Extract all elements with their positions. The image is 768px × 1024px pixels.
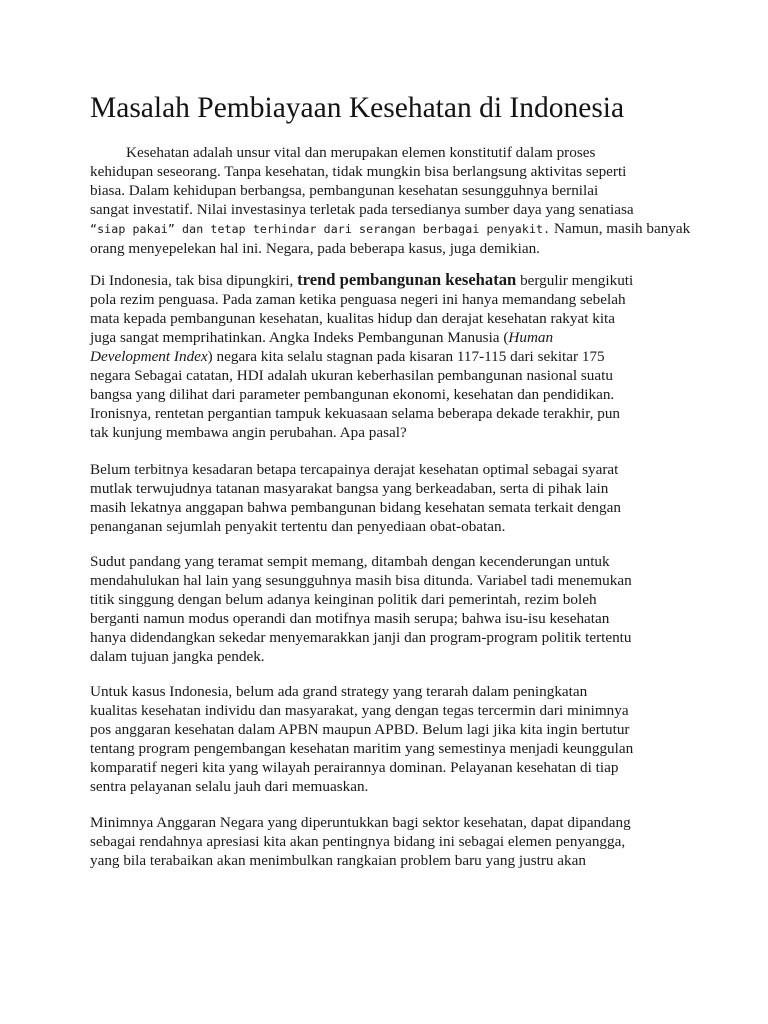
paragraph-line: penanganan sejumlah penyakit tertentu dan penyediaan obat-obatan. bbox=[90, 518, 506, 535]
paragraph-line: bangsa yang dilihat dari parameter pembangunan ekonomi, kesehatan dan pendidikan. bbox=[90, 386, 615, 403]
paragraph-line: Kesehatan adalah unsur vital dan merupakan elemen konstitutif dalam proses bbox=[126, 144, 596, 161]
paragraph-line bbox=[90, 347, 690, 366]
paragraph-line: sangat investatif. Nilai investasinya terletak pada tersedianya sumber daya yang senatiasa bbox=[90, 201, 634, 218]
paragraph-line: sebagai rendahnya apresiasi kita akan pentingnya bidang ini sebagai elemen penyangga, bbox=[90, 833, 626, 850]
paragraph-line: masih lekatnya anggapan bahwa pembangunan bidang kesehatan semata terkait dengan bbox=[90, 499, 621, 516]
paragraph-line: mutlak terwujudnya tatanan masyarakat bangsa yang berkeadaban, serta di pihak lain bbox=[90, 480, 609, 497]
paragraph-line: komparatif negeri kita yang wilayah perairannya dominan. Pelayanan kesehatan di tiap bbox=[90, 759, 619, 776]
paragraph-3 bbox=[90, 460, 690, 536]
paragraph-6 bbox=[90, 813, 690, 870]
paragraph-line: titik singgung dengan belum adanya keinginan politik dari pemerintah, rezim boleh bbox=[90, 591, 597, 608]
paragraph-line: yang bila terabaikan akan menimbulkan rangkaian problem baru yang justru akan bbox=[90, 852, 586, 869]
paragraph-line: Ironisnya, rentetan pergantian tampuk kekuasaan selama beberapa dekade terakhir, pun bbox=[90, 405, 621, 422]
quoted-text-segment: “siap pakai” dan tetap terhindar dari serangan berbagai penyakit. bbox=[90, 222, 551, 236]
paragraph-5 bbox=[90, 682, 690, 796]
paragraph-2 bbox=[90, 270, 690, 442]
text-segment: Di Indonesia, tak bisa dipungkiri, bbox=[90, 272, 298, 289]
paragraph-line: tentang program pengembangan kesehatan maritim yang semestinya menjadi keunggulan bbox=[90, 740, 634, 757]
paragraph-line: kualitas kesehatan individu dan masyarakat, yang dengan tegas tercermin dari minimnya bbox=[90, 702, 629, 719]
paragraph-1 bbox=[90, 143, 690, 258]
paragraph-line: tak kunjung membawa angin perubahan. Apa pasal? bbox=[90, 424, 407, 441]
paragraph-line bbox=[90, 270, 690, 290]
paragraph-line: biasa. Dalam kehidupan berbangsa, pembangunan kesehatan sesungguhnya bernilai bbox=[90, 182, 599, 199]
paragraph-line: negara Sebagai catatan, HDI adalah ukuran keberhasilan pembangunan nasional suatu bbox=[90, 367, 613, 384]
paragraph-line: mata kepada pembangunan kesehatan, kualitas hidup dan derajat kesehatan rakyat kita bbox=[90, 310, 616, 327]
paragraph-line: Belum terbitnya kesadaran betapa tercapainya derajat kesehatan optimal sebagai syarat bbox=[90, 461, 619, 478]
paragraph-line: sentra pelayanan selalu jauh dari memuaskan. bbox=[90, 778, 369, 795]
paragraph-line: kehidupan seseorang. Tanpa kesehatan, tidak mungkin bisa berlangsung aktivitas seperti bbox=[90, 163, 627, 180]
paragraph-line: dalam tujuan jangka pendek. bbox=[90, 648, 265, 665]
text-segment: juga sangat memprihatinkan. Angka Indeks Pembangunan Manusia ( bbox=[90, 329, 509, 346]
paragraph-line: mendahulukan hal lain yang sesungguhnya masih bisa ditunda. Variabel tadi menemukan bbox=[90, 572, 632, 589]
paragraph-line bbox=[90, 328, 690, 347]
paragraph-line: pos anggaran kesehatan dalam APBN maupun APBD. Belum lagi jika kita ingin bertutur bbox=[90, 721, 630, 738]
paragraph-line: Sudut pandang yang teramat sempit memang, ditambah dengan kecenderungan untuk bbox=[90, 553, 610, 570]
paragraph-line: orang menyepelekan hal ini. Negara, pada beberapa kasus, juga demikian. bbox=[90, 240, 540, 257]
paragraph-4 bbox=[90, 552, 690, 666]
paragraph-line: pola rezim penguasa. Pada zaman ketika penguasa negeri ini hanya memandang sebelah bbox=[90, 291, 626, 308]
document-title: Masalah Pembiayaan Kesehatan di Indonesia bbox=[90, 92, 625, 124]
bold-term: trend pembangunan kesehatan bbox=[297, 270, 517, 289]
italic-term: Development Index bbox=[90, 348, 208, 365]
text-segment: ) negara kita selalu stagnan pada kisaran 117-115 dari sekitar 175 bbox=[207, 348, 605, 365]
paragraph-line bbox=[90, 219, 690, 239]
paragraph-line: Minimnya Anggaran Negara yang diperuntukkan bagi sektor kesehatan, dapat dipandang bbox=[90, 814, 631, 831]
text-segment: bergulir mengikuti bbox=[516, 272, 634, 289]
paragraph-line: hanya didendangkan sekedar menyemarakkan janji dan program-program politik tertentu bbox=[90, 629, 632, 646]
paragraph-line: berganti namun modus operandi dan motifnya masih serupa; bahwa isu-isu kesehatan bbox=[90, 610, 610, 627]
text-segment: Namun, masih banyak bbox=[550, 220, 691, 237]
italic-term: Human bbox=[508, 329, 554, 346]
paragraph-line: Untuk kasus Indonesia, belum ada grand strategy yang terarah dalam peningkatan bbox=[90, 683, 588, 700]
